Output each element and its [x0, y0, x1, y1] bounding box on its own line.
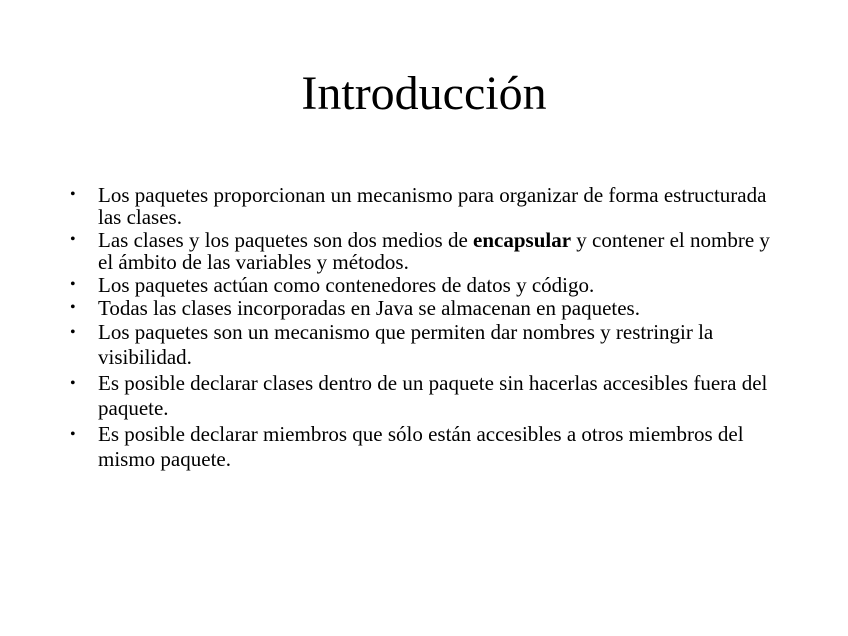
bullet-item — [70, 274, 780, 296]
bullet-text: Los paquetes son un mecanismo que permiten dar nombres y restringir la visibilidad. — [98, 320, 714, 369]
bullet-icon: • — [70, 276, 76, 293]
bullet-text: Los paquetes proporcionan un mecanismo para organizar de forma estructurada las clases. — [98, 183, 767, 229]
bullet-icon: • — [70, 375, 76, 392]
bullet-item — [70, 371, 780, 421]
bullet-text-bold: encapsular — [473, 228, 572, 252]
bullet-icon: • — [70, 231, 76, 248]
bullet-item — [70, 422, 780, 472]
bullet-text: Los paquetes actúan como contenedores de datos y código. — [98, 273, 595, 297]
bullet-icon: • — [70, 299, 76, 316]
bullet-icon: • — [70, 324, 76, 341]
bullet-icon: • — [70, 426, 76, 443]
bullet-item — [70, 229, 780, 273]
bullet-text-part: y contener el nombre y el ámbito de las variables y métodos. — [98, 228, 770, 274]
bullet-item — [70, 320, 780, 370]
bullet-text: Es posible declarar clases dentro de un paquete sin hacerlas accesibles fuera del paquete. — [98, 371, 768, 420]
bullet-text: Todas las clases incorporadas en Java se almacenan en paquetes. — [98, 296, 640, 320]
bullet-text: Es posible declarar miembros que sólo están accesibles a otros miembros del mismo paquete. — [98, 422, 744, 471]
bullet-icon: • — [70, 186, 76, 203]
slide-title: Introducción — [301, 67, 547, 120]
bullet-item — [70, 184, 780, 228]
bullet-item — [70, 297, 780, 319]
bullet-text-part: Las clases y los paquetes son dos medios de — [98, 228, 474, 252]
bullet-list — [70, 184, 780, 472]
